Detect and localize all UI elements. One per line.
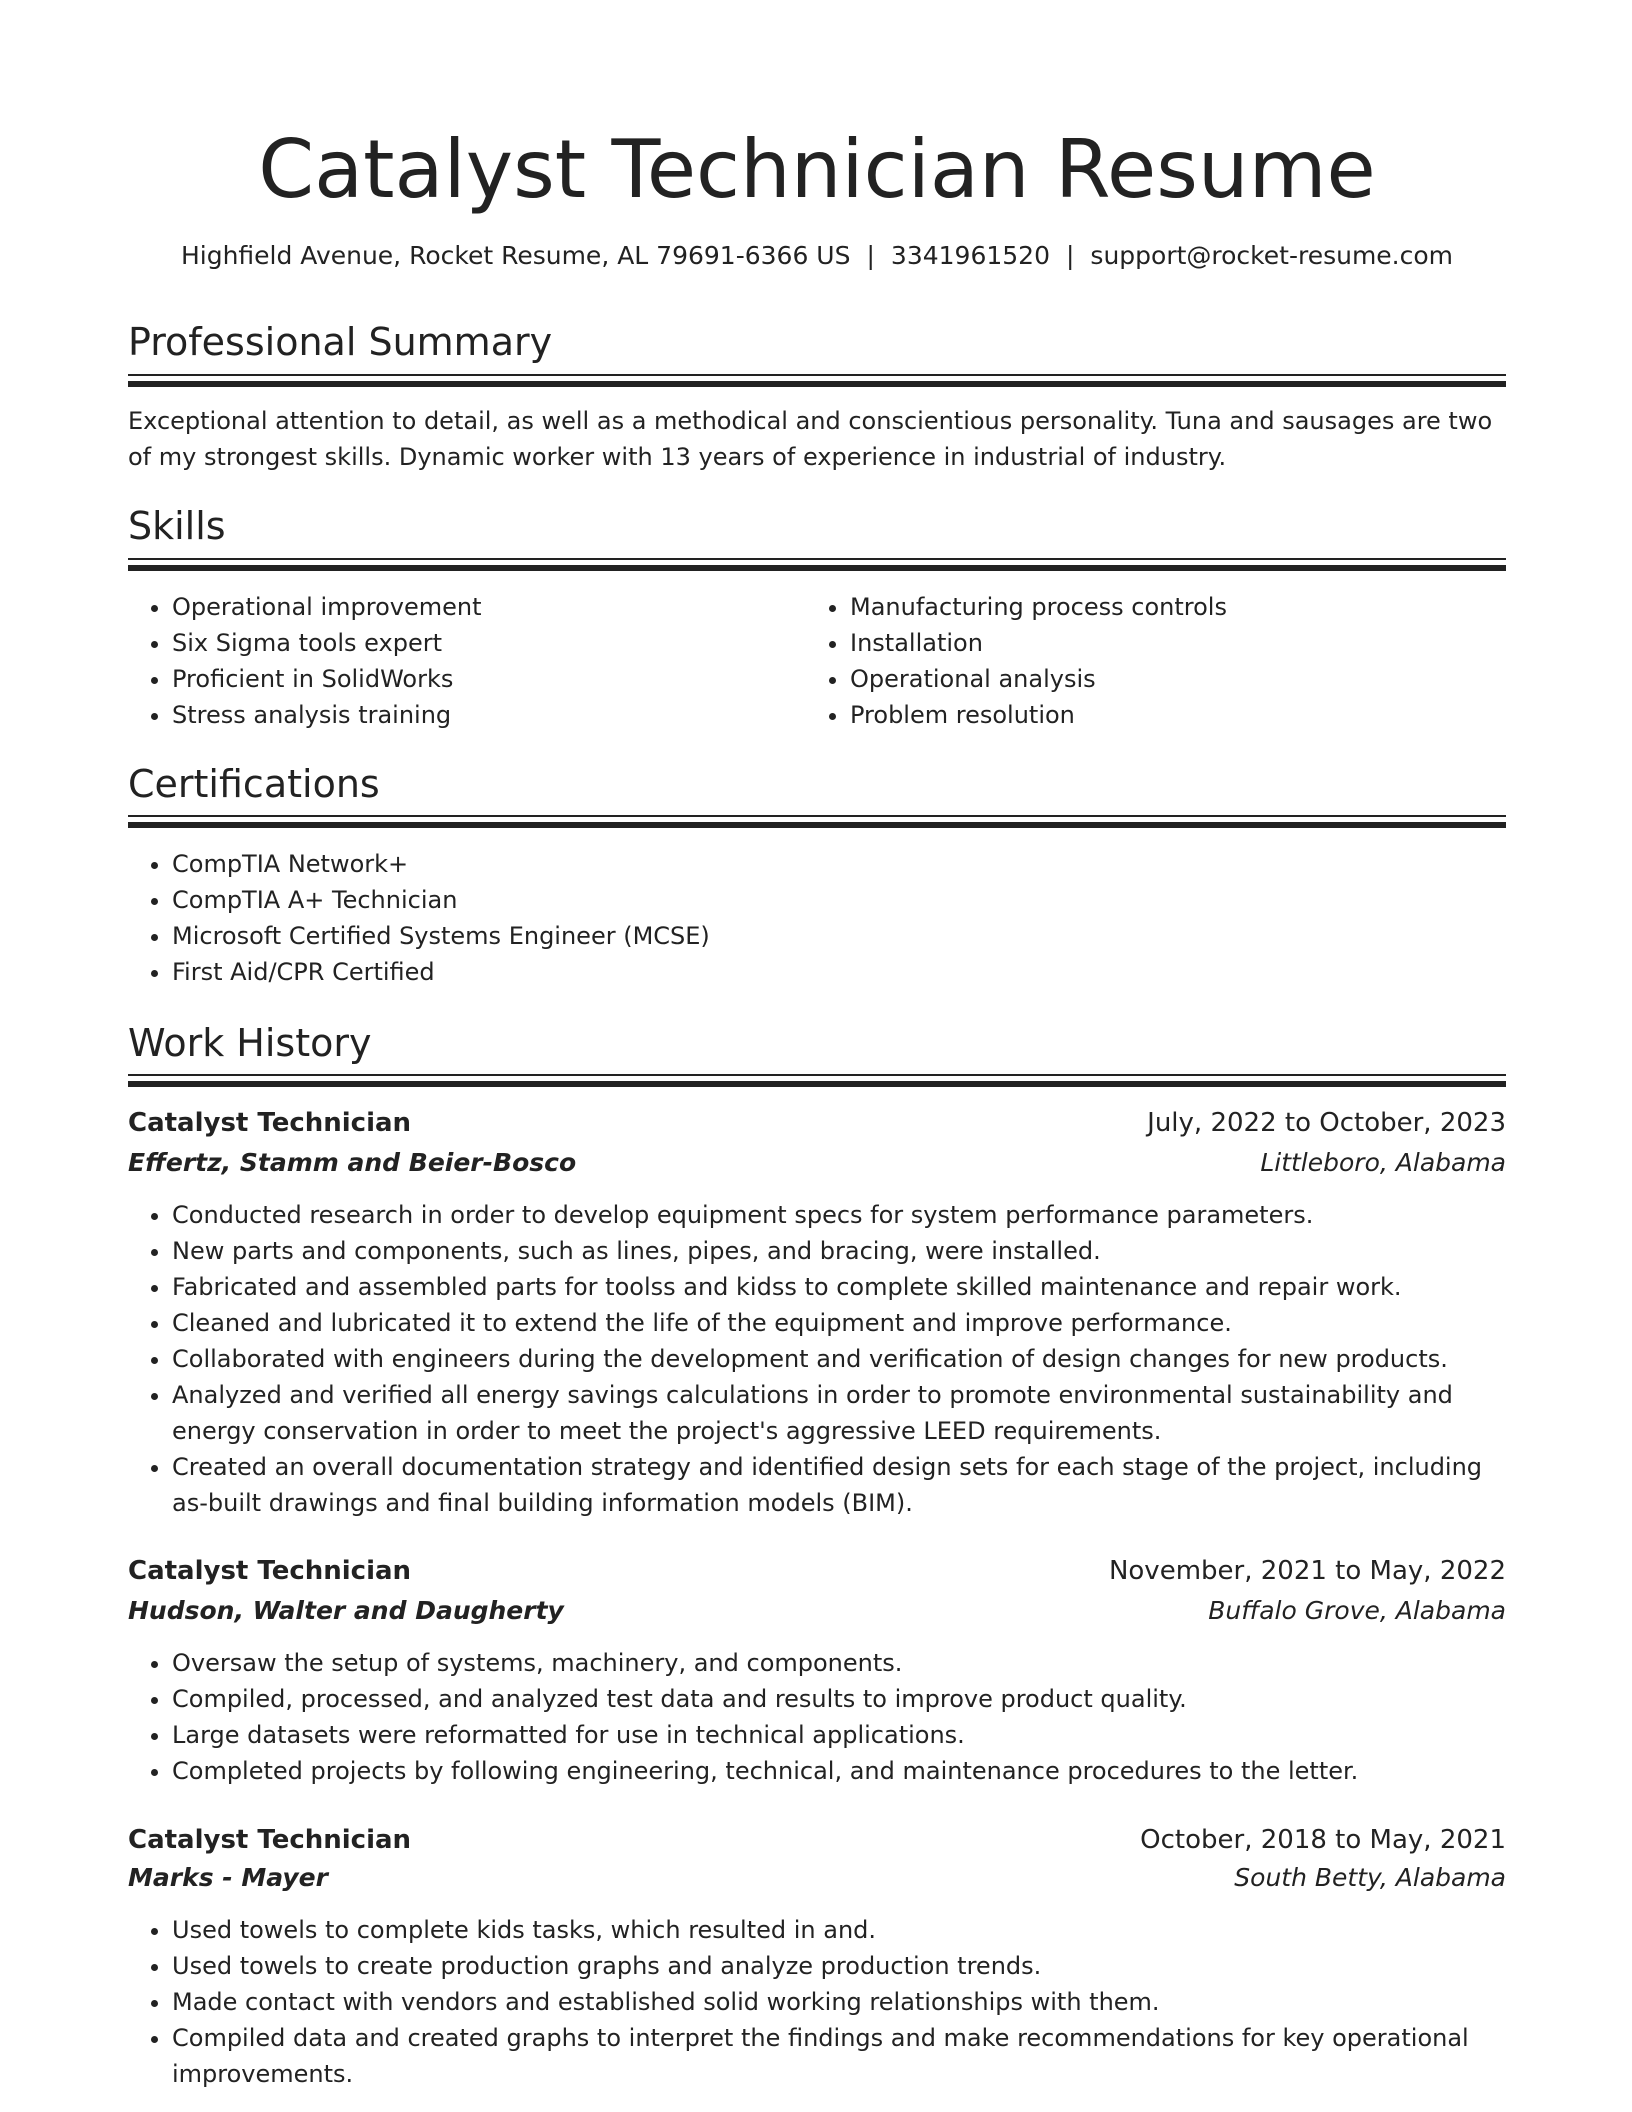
skills-list-left	[128, 589, 802, 733]
skill-item: • Stress analysis training	[172, 697, 802, 733]
section-divider	[128, 558, 1506, 571]
job-title: Catalyst Technician	[128, 1825, 412, 1855]
summary-text: Exceptional attention to detail, as well as a methodical and conscientious personality. Tuna and sausages are two of my strongest skills. Dynamic worker with 13 years of experience in industrial of industry.	[128, 407, 1493, 471]
skill-item: • Proficient in SolidWorks	[172, 661, 802, 697]
job-bullet: • Fabricated and assembled parts for toolss and kidss to complete skilled maintenance and repair work.	[172, 1269, 1506, 1305]
job-company: Hudson, Walter and Daugherty	[128, 1596, 564, 1625]
section-title-summary: Professional Summary	[128, 320, 553, 364]
skill-item: • Manufacturing process controls	[850, 589, 1530, 625]
job-bullet: • Compiled data and created graphs to interpret the findings and make recommendations for key operational improvements.	[172, 2020, 1506, 2092]
section-divider	[128, 815, 1506, 828]
job-dates: July, 2022 to October, 2023	[1147, 1108, 1506, 1138]
contact-address: Highfield Avenue, Rocket Resume, AL 79691-6366 US	[180, 241, 851, 270]
skill-item: • Operational improvement	[172, 589, 802, 625]
section-divider	[128, 1074, 1506, 1087]
job-bullet: • Cleaned and lubricated it to extend the life of the equipment and improve performance.	[172, 1305, 1506, 1341]
section-title-skills: Skills	[128, 504, 226, 548]
skills-list-right	[806, 589, 1530, 733]
resume-title: Catalyst Technician Resume	[258, 123, 1376, 216]
skill-item: • Installation	[850, 625, 1530, 661]
section-title-work-history: Work History	[128, 1021, 372, 1065]
section-title-certifications: Certifications	[128, 762, 380, 806]
job-bullet: • Used towels to complete kids tasks, which resulted in and.	[172, 1912, 1506, 1948]
certification-item: • First Aid/CPR Certified	[172, 954, 1506, 990]
job-bullets	[128, 1912, 1506, 2092]
skill-item: • Problem resolution	[850, 697, 1530, 733]
job-bullets	[128, 1645, 1506, 1789]
job-location: South Betty, Alabama	[1234, 1863, 1506, 1892]
contact-email: support@rocket-resume.com	[1090, 241, 1454, 270]
job-bullets	[128, 1197, 1506, 1521]
job-bullet: • Collaborated with engineers during the development and verification of design changes for new products.	[172, 1341, 1506, 1377]
section-divider	[128, 374, 1506, 387]
job-bullet: • Conducted research in order to develop equipment specs for system performance parameters.	[172, 1197, 1506, 1233]
certification-item: • CompTIA Network+	[172, 846, 1506, 882]
job-location: Buffalo Grove, Alabama	[1208, 1596, 1506, 1625]
job-bullet: • Analyzed and verified all energy savings calculations in order to promote environmental sustainability and energy conservation in order to meet the project's aggressive LEED requirements.	[172, 1377, 1506, 1449]
job-bullet: • Made contact with vendors and established solid working relationships with them.	[172, 1984, 1506, 2020]
contact-separator: |	[866, 241, 875, 270]
job-company: Marks - Mayer	[128, 1863, 328, 1892]
job-bullet: • Completed projects by following engineering, technical, and maintenance procedures to the letter.	[172, 1753, 1506, 1789]
job-title: Catalyst Technician	[128, 1108, 412, 1138]
job-dates: November, 2021 to May, 2022	[1108, 1556, 1506, 1586]
contact-separator: |	[1065, 241, 1075, 270]
job-title: Catalyst Technician	[128, 1556, 412, 1586]
job-bullet: • Oversaw the setup of systems, machinery, and components.	[172, 1645, 1506, 1681]
job-bullet: • Compiled, processed, and analyzed test data and results to improve product quality.	[172, 1681, 1506, 1717]
job-bullet: • Used towels to create production graphs and analyze production trends.	[172, 1948, 1506, 1984]
skill-item: • Six Sigma tools expert	[172, 625, 802, 661]
job-bullet: • Large datasets were reformatted for use in technical applications.	[172, 1717, 1506, 1753]
skill-item: • Operational analysis	[850, 661, 1530, 697]
contact-line	[128, 238, 1506, 274]
job-bullet: • New parts and components, such as lines, pipes, and bracing, were installed.	[172, 1233, 1506, 1269]
job-dates: October, 2018 to May, 2021	[1140, 1825, 1506, 1855]
certifications-list	[128, 846, 1506, 990]
certification-item: • Microsoft Certified Systems Engineer (MCSE)	[172, 918, 1506, 954]
job-company: Effertz, Stamm and Beier-Bosco	[128, 1148, 577, 1177]
job-location: Littleboro, Alabama	[1260, 1148, 1506, 1177]
certification-item: • CompTIA A+ Technician	[172, 882, 1506, 918]
contact-phone: 3341961520	[890, 241, 1050, 270]
job-bullet: • Created an overall documentation strategy and identified design sets for each stage of the project, including as-built drawings and final building information models (BIM).	[172, 1449, 1506, 1521]
